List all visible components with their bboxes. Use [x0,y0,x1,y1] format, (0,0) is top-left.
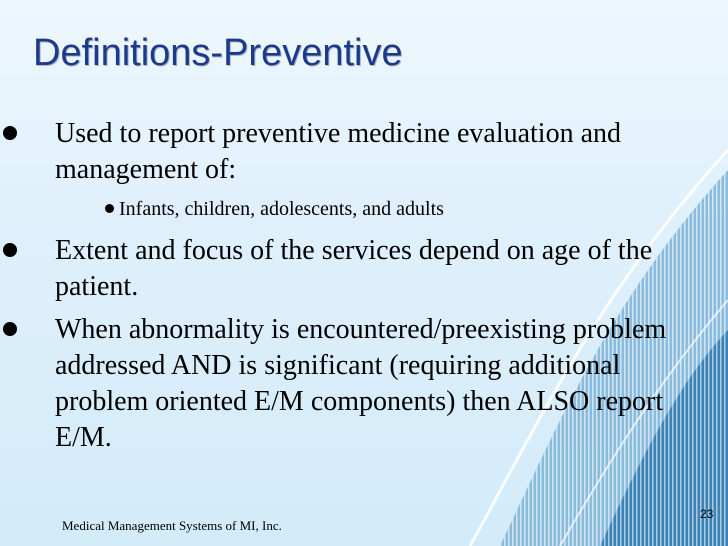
sub-bullet-icon [105,204,114,213]
bullet-icon [3,126,17,140]
bullet-text: When abnormality is encountered/preexisting problem addressed AND is significant (requiring additional problem oriented E/M components) then ALSO report E/M. [55,314,667,453]
bullet-text: Used to report preventive medicine evaluation and management of: [55,118,622,185]
bullet-icon [3,243,17,257]
sub-bullet-item [105,196,444,222]
bullet-item [0,116,700,188]
page-number: 23 [700,507,714,521]
footer-text: Medical Management Systems of MI, Inc. [62,518,282,533]
bullet-text: Extent and focus of the services depend on age of the patient. [55,235,653,302]
bullet-item [0,312,700,456]
sub-bullet-text: Infants, children, adolescents, and adults [119,198,444,220]
bullet-icon [3,322,17,336]
bullet-item [0,233,700,305]
slide-title: Definitions-Preventive [33,32,403,74]
